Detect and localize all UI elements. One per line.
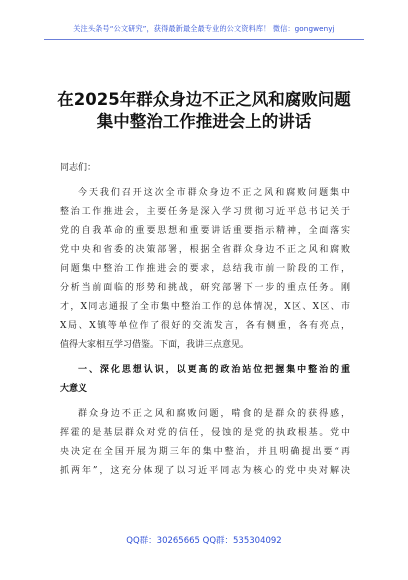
- salutation: 同志们：: [60, 163, 97, 173]
- paragraph-1-line: 分析当前面临的形势和挑战，研究部署下一步的重点任务。刚: [60, 283, 350, 293]
- paragraph-1-line: 党的自我革命的重要思想和重要讲话重要指示精神，全面落实: [60, 226, 350, 236]
- paragraph-1-line: 问题集中整治工作推进会的要求，总结我市前一阶段的工作，: [60, 264, 350, 274]
- paragraph-1-line: X局、X镇等单位作了很好的交流发言，各有侧重，各有亮点，: [60, 321, 350, 331]
- document-title-line-1: 在2025年群众身边不正之风和腐败问题: [57, 90, 351, 109]
- paragraph-2-line: 抓两年”，这充分体现了以习近平同志为核心的党中央对解决: [60, 466, 350, 476]
- paragraph-1-line: 值得大家相互学习借鉴。下面，我讲三点意见。: [60, 340, 250, 350]
- document-title-line-2: 集中整治工作推进会上的讲话: [96, 112, 312, 131]
- paragraph-1-line: 才，X同志通报了全市集中整治工作的总体情况，X区、X区、市: [60, 302, 350, 312]
- footer-contact: QQ群：30265665 QQ群：535304092: [126, 536, 282, 546]
- section-heading-1: 一、深化思想认识，以更高的政治站位把握集中整治的重: [78, 365, 350, 375]
- paragraph-2-line: 央决定在全国开展为期三年的集中整治，并且明确提出要“再: [60, 447, 350, 457]
- paragraph-1-line: 整治工作推进会，主要任务是深入学习贯彻习近平总书记关于: [60, 207, 350, 217]
- section-heading-1-continued: 大意义: [60, 384, 88, 394]
- header-note: 关注头条号“公文研究”，获得最新最全最专业的公文资料库！ 微信：gongwenyj: [73, 24, 335, 33]
- paragraph-2-line: 群众身边不正之风和腐败问题，啃食的是群众的获得感，: [78, 409, 350, 419]
- header-divider: [44, 39, 364, 40]
- paragraph-1-line: 今天我们召开这次全市群众身边不正之风和腐败问题集中: [78, 188, 350, 198]
- paragraph-1-line: 党中央和省委的决策部署，根据全省群众身边不正之风和腐败: [60, 245, 350, 255]
- paragraph-2-line: 挥霍的是基层群众对党的信任，侵蚀的是党的执政根基。党中: [60, 428, 350, 438]
